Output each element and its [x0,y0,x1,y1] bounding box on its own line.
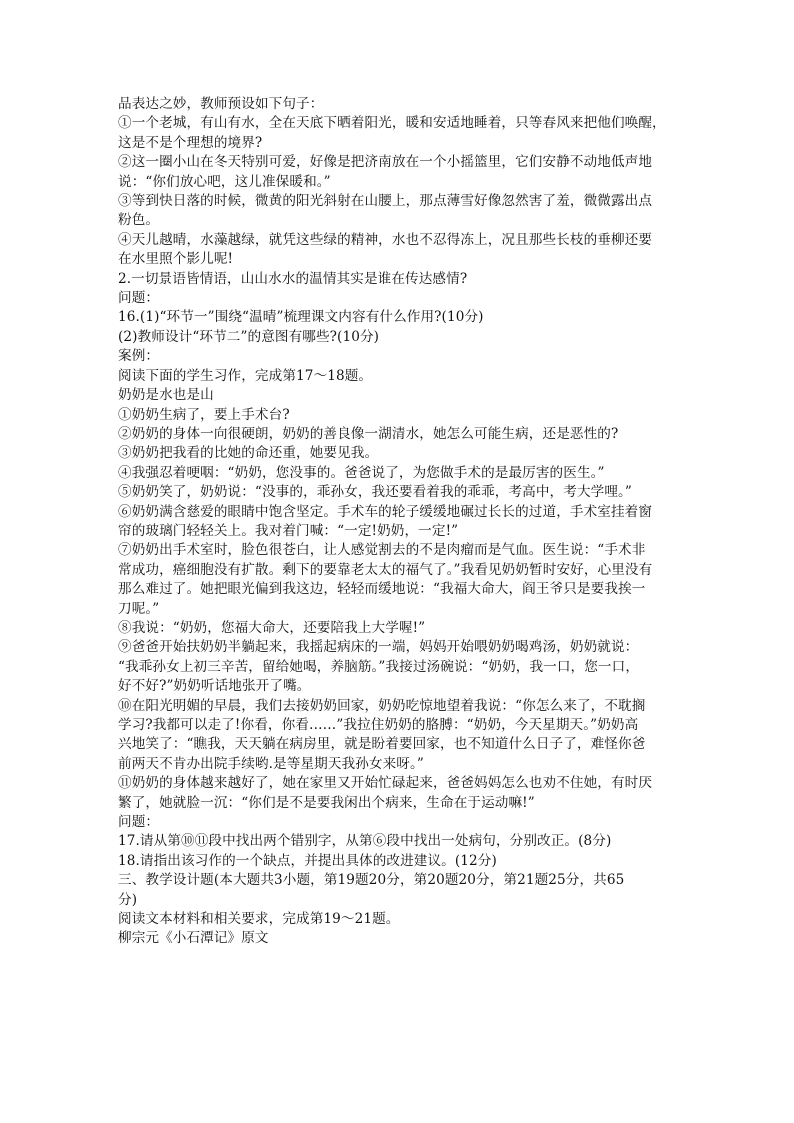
text-line: ⑧我说：“奶奶，您福大命大，还要陪我上大学喔!” [118,619,426,636]
text-line: 这是不是个理想的境界? [118,134,263,151]
text-line: ②这一圈小山在冬天特别可爱，好像是把济南放在一个小摇篮里，它们安静不动地低声地 [118,154,653,171]
text-line: 18.请指出该习作的一个缺点，并提出具体的改进建议。(12分) [118,852,497,869]
text-line: 案例： [118,348,160,365]
text-line: ⑨爸爸开始扶奶奶半躺起来，我摇起病床的一端，妈妈开始喂奶奶喝鸡汤，奶奶就说： [118,639,639,656]
text-line: ③奶奶把我看的比她的命还重，她要见我。 [118,445,379,462]
text-line: “我乖孙女上初三辛苦，留给她喝，养脑筋。”我接过汤碗说：“奶奶，我一口，您一口， [118,658,640,675]
text-line: 17.请从第⑩⑪段中找出两个错别字，从第⑥段中找出一处病句，分别改正。(8分) [118,833,612,850]
text-line: 繁了，她就脸一沉：“你们是不是要我闲出个病来，生命在于运动嘛!” [118,794,535,811]
text-line: 前两天不肯办出院手续哟.是等星期天我孙女来呀。” [118,755,424,772]
text-line: 阅读文本材料和相关要求，完成第19～21题。 [118,911,400,928]
text-line: ②奶奶的身体一向很硬朗，奶奶的善良像一湖清水，她怎么可能生病，还是恶性的? [118,425,619,442]
text-line: 常成功，癌细胞没有扩散。剩下的要靠老太太的福气了。”我看见奶奶暂时安好，心里没有 [118,561,653,578]
text-line: 问题： [118,814,160,831]
text-line: 奶奶是水也是山 [118,387,214,404]
document-page [118,95,678,949]
text-line: 说：“你们放心吧，这儿准保暖和。” [118,173,331,190]
text-line: 帘的玻璃门轻轻关上。我对着门喊：“一定!奶奶，一定!” [118,522,459,539]
text-line: ⑦奶奶出手术室时，脸色很苍白，让人感觉割去的不是肉瘤而是气血。医生说：“手术非 [118,542,646,559]
text-line: 那么难过了。她把眼光偏到我这边，轻轻而缓地说：“我福大命大，阎王爷只是要我挨一 [118,581,646,598]
text-line: ⑪奶奶的身体越来越好了，她在家里又开始忙碌起来，爸爸妈妈怎么也劝不住她，有时厌 [118,775,653,792]
text-line: 三、教学设计题(本大题共3小题，第19题20分，第20题20分，第21题25分，共65 [118,872,625,889]
text-line: 刀呢。” [118,600,160,617]
text-line: 品表达之妙，教师预设如下句子： [118,96,324,112]
text-line: ③等到快日落的时候，微黄的阳光斜射在山腰上，那点薄雪好像忽然害了羞，微微露出点 [118,193,653,210]
text-line: 16.(1)“环节一”围绕“温晴”梳理课文内容有什么作用?(10分) [118,309,484,326]
text-line: 柳宗元《小石潭记》原文 [118,930,269,947]
text-line: ④天儿越晴，水藻越绿，就凭这些绿的精神，水也不忍得冻上，况且那些长枝的垂柳还要 [118,231,653,248]
text-line: 分) [118,891,138,908]
text-line: ⑥奶奶满含慈爱的眼睛中饱含坚定。手术车的轮子缓缓地碾过长长的过道，手术室挂着窗 [118,503,653,520]
text-line: ①一个老城，有山有水，全在天底下晒着阳光，暖和安适地睡着，只等春风来把他们唤醒， [118,115,666,132]
text-line: ①奶奶生病了，要上手术台? [118,406,290,423]
text-line: 粉色。 [118,212,160,229]
text-line: 学习?我都可以走了!你看，你看……”我拉住奶奶的胳膊：“奶奶，今天星期天。”奶奶高 [118,717,639,733]
text-line: ⑩在阳光明媚的早晨，我们去接奶奶回家，奶奶吃惊地望着我说：“你怎么来了，不耽搁 [118,697,646,714]
text-line: ④我强忍着哽咽：“奶奶，您没事的。爸爸说了，为您做手术的是最厉害的医生。” [118,464,605,481]
text-line: (2)教师设计“环节二”的意图有哪些?(10分) [118,328,380,345]
text-line: 在水里照个影儿呢! [118,251,234,268]
text-line: 阅读下面的学生习作，完成第17～18题。 [118,367,373,384]
text-line: ⑤奶奶笑了，奶奶说：“没事的，乖孙女，我还要看着我的乖乖，考高中，考大学哩。” [118,484,632,501]
text-line: 问题： [118,290,160,307]
text-line: 兴地笑了：“瞧我，天天躺在病房里，就是盼着要回家，也不知道什么日子了，难怪你爸 [118,736,646,753]
text-line: 好不好?”奶奶听话地张开了嘴。 [118,678,311,695]
text-line: 2.一切景语皆情语，山山水水的温情其实是谁在传达感情? [118,270,468,287]
